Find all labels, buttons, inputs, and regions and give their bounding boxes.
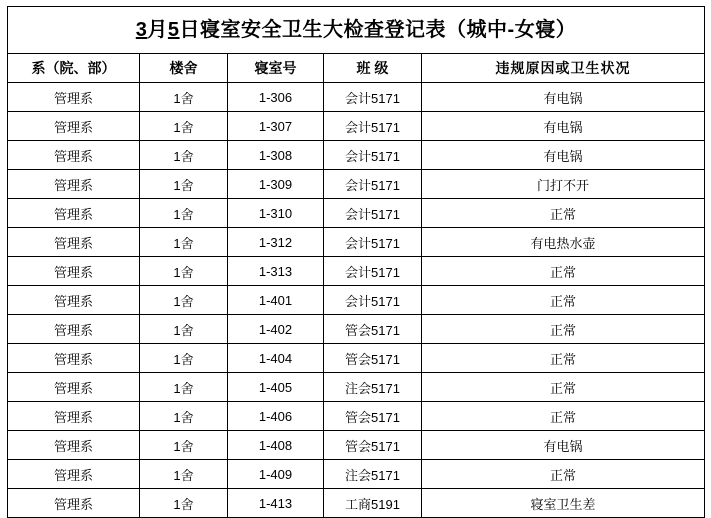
cell-building: 1舍 bbox=[140, 315, 228, 344]
table-row bbox=[8, 141, 705, 170]
cell-remark: 正常 bbox=[422, 257, 705, 286]
cell-building: 1舍 bbox=[140, 199, 228, 228]
cell-building: 1舍 bbox=[140, 228, 228, 257]
cell-remark: 门打不开 bbox=[422, 170, 705, 199]
cell-class: 会计5171 bbox=[324, 170, 422, 199]
cell-room: 1-308 bbox=[228, 141, 324, 170]
cell-building: 1舍 bbox=[140, 257, 228, 286]
table-row bbox=[8, 373, 705, 402]
cell-remark: 有电锅 bbox=[422, 141, 705, 170]
cell-department: 管理系 bbox=[8, 373, 140, 402]
table-row bbox=[8, 315, 705, 344]
table-row bbox=[8, 228, 705, 257]
inspection-table bbox=[7, 6, 705, 518]
cell-remark: 正常 bbox=[422, 402, 705, 431]
cell-room: 1-309 bbox=[228, 170, 324, 199]
cell-room: 1-306 bbox=[228, 83, 324, 112]
cell-remark: 正常 bbox=[422, 373, 705, 402]
cell-department: 管理系 bbox=[8, 402, 140, 431]
table-row bbox=[8, 460, 705, 489]
table-row bbox=[8, 199, 705, 228]
cell-building: 1舍 bbox=[140, 373, 228, 402]
cell-building: 1舍 bbox=[140, 431, 228, 460]
cell-room: 1-413 bbox=[228, 489, 324, 518]
cell-department: 管理系 bbox=[8, 431, 140, 460]
cell-class: 管会5171 bbox=[324, 344, 422, 373]
cell-class: 管会5171 bbox=[324, 315, 422, 344]
cell-remark: 正常 bbox=[422, 199, 705, 228]
cell-building: 1舍 bbox=[140, 489, 228, 518]
cell-department: 管理系 bbox=[8, 228, 140, 257]
column-header-class: 班 级 bbox=[324, 54, 422, 83]
cell-department: 管理系 bbox=[8, 257, 140, 286]
column-header-department: 系（院、部） bbox=[8, 54, 140, 83]
cell-class: 会计5171 bbox=[324, 112, 422, 141]
cell-class: 会计5171 bbox=[324, 141, 422, 170]
table-row bbox=[8, 489, 705, 518]
cell-department: 管理系 bbox=[8, 170, 140, 199]
cell-department: 管理系 bbox=[8, 315, 140, 344]
cell-building: 1舍 bbox=[140, 402, 228, 431]
cell-remark: 有电锅 bbox=[422, 83, 705, 112]
cell-department: 管理系 bbox=[8, 112, 140, 141]
document-sheet bbox=[0, 6, 711, 512]
cell-room: 1-307 bbox=[228, 112, 324, 141]
cell-remark: 有电锅 bbox=[422, 112, 705, 141]
cell-class: 会计5171 bbox=[324, 257, 422, 286]
cell-class: 注会5171 bbox=[324, 460, 422, 489]
table-row bbox=[8, 431, 705, 460]
cell-building: 1舍 bbox=[140, 286, 228, 315]
cell-class: 管会5171 bbox=[324, 431, 422, 460]
table-row bbox=[8, 402, 705, 431]
cell-department: 管理系 bbox=[8, 141, 140, 170]
cell-department: 管理系 bbox=[8, 286, 140, 315]
cell-class: 会计5171 bbox=[324, 286, 422, 315]
cell-class: 会计5171 bbox=[324, 228, 422, 257]
cell-remark: 正常 bbox=[422, 344, 705, 373]
table-row bbox=[8, 112, 705, 141]
cell-remark: 寝室卫生差 bbox=[422, 489, 705, 518]
column-header-building: 楼舍 bbox=[140, 54, 228, 83]
cell-department: 管理系 bbox=[8, 489, 140, 518]
table-row bbox=[8, 257, 705, 286]
title-text: 3月5日寝室安全卫生大检查登记表（城中-女寝） bbox=[135, 19, 577, 41]
cell-department: 管理系 bbox=[8, 460, 140, 489]
cell-class: 工商5191 bbox=[324, 489, 422, 518]
table-body bbox=[8, 7, 705, 518]
document-title bbox=[8, 7, 705, 54]
table-row bbox=[8, 170, 705, 199]
cell-building: 1舍 bbox=[140, 83, 228, 112]
cell-room: 1-405 bbox=[228, 373, 324, 402]
cell-room: 1-404 bbox=[228, 344, 324, 373]
cell-building: 1舍 bbox=[140, 141, 228, 170]
cell-room: 1-402 bbox=[228, 315, 324, 344]
title-row bbox=[8, 7, 705, 54]
cell-class: 管会5171 bbox=[324, 402, 422, 431]
cell-remark: 有电热水壶 bbox=[422, 228, 705, 257]
cell-remark: 正常 bbox=[422, 460, 705, 489]
cell-department: 管理系 bbox=[8, 199, 140, 228]
cell-building: 1舍 bbox=[140, 170, 228, 199]
cell-building: 1舍 bbox=[140, 460, 228, 489]
cell-room: 1-409 bbox=[228, 460, 324, 489]
cell-building: 1舍 bbox=[140, 344, 228, 373]
cell-room: 1-313 bbox=[228, 257, 324, 286]
cell-class: 会计5171 bbox=[324, 199, 422, 228]
table-row bbox=[8, 286, 705, 315]
column-header-remark: 违规原因或卫生状况 bbox=[422, 54, 705, 83]
cell-room: 1-401 bbox=[228, 286, 324, 315]
cell-remark: 正常 bbox=[422, 286, 705, 315]
cell-remark: 有电锅 bbox=[422, 431, 705, 460]
cell-class: 会计5171 bbox=[324, 83, 422, 112]
cell-department: 管理系 bbox=[8, 83, 140, 112]
cell-building: 1舍 bbox=[140, 112, 228, 141]
cell-room: 1-310 bbox=[228, 199, 324, 228]
table-header-row bbox=[8, 54, 705, 83]
cell-room: 1-406 bbox=[228, 402, 324, 431]
table-row bbox=[8, 83, 705, 112]
cell-room: 1-312 bbox=[228, 228, 324, 257]
column-header-room: 寝室号 bbox=[228, 54, 324, 83]
table-row bbox=[8, 344, 705, 373]
cell-room: 1-408 bbox=[228, 431, 324, 460]
cell-remark: 正常 bbox=[422, 315, 705, 344]
cell-department: 管理系 bbox=[8, 344, 140, 373]
cell-class: 注会5171 bbox=[324, 373, 422, 402]
